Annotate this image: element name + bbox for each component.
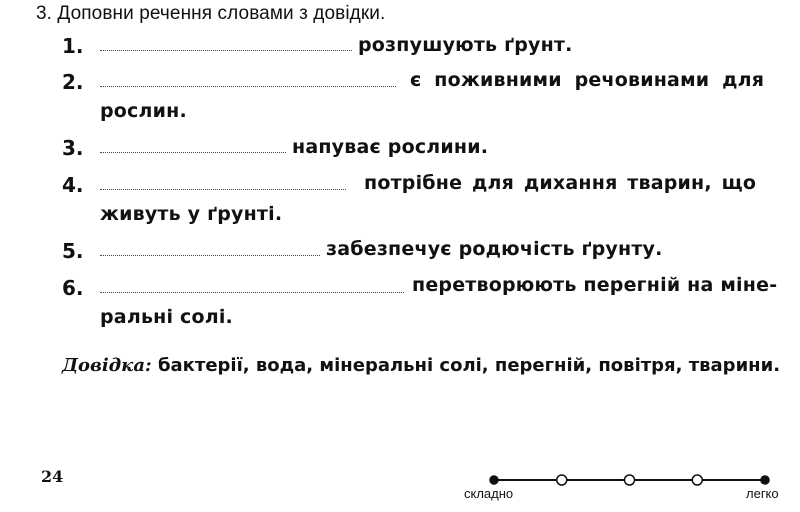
item-text-continued: рослин. — [100, 100, 187, 122]
reference-label: Довідка: — [62, 355, 152, 376]
difficulty-point — [490, 476, 498, 484]
answer-blank-4[interactable] — [100, 189, 346, 190]
difficulty-point — [761, 476, 769, 484]
answer-blank-5[interactable] — [100, 255, 320, 256]
difficulty-point — [692, 475, 702, 485]
item-text: розпушують ґрунт. — [358, 34, 573, 56]
item-number: 4. — [62, 173, 84, 197]
item-number: 5. — [62, 239, 84, 263]
answer-blank-3[interactable] — [100, 152, 286, 153]
answer-blank-2[interactable] — [100, 86, 396, 87]
item-text: напуває рослини. — [292, 136, 489, 158]
task-title: 3. Доповни речення словами з довідки. — [36, 3, 386, 24]
difficulty-point — [625, 475, 635, 485]
item-number: 6. — [62, 276, 84, 300]
item-number: 3. — [62, 136, 84, 160]
item-text-continued: ральні солі. — [100, 306, 233, 328]
reference-words: бактерії, вода, мінеральні солі, перегній, повітря, тварини. — [157, 355, 781, 376]
item-text-continued: живуть у ґрунті. — [100, 203, 283, 225]
reference-line — [62, 355, 780, 376]
answer-blank-6[interactable] — [100, 292, 404, 293]
item-number: 2. — [62, 70, 84, 94]
difficulty-point — [557, 475, 567, 485]
item-text: є поживними речовинами для — [410, 69, 765, 91]
difficulty-scale — [480, 470, 780, 490]
answer-blank-1[interactable] — [100, 50, 352, 51]
item-number: 1. — [62, 34, 84, 58]
item-text: забезпечує родючість ґрунту. — [326, 238, 663, 260]
difficulty-hard-label: складно — [464, 486, 514, 501]
item-text: потрібне для дихання тварин, що — [364, 172, 757, 194]
item-text: перетворюють перегній на міне- — [412, 274, 778, 296]
difficulty-easy-label: легко — [746, 486, 779, 501]
page-number: 24 — [41, 467, 64, 486]
